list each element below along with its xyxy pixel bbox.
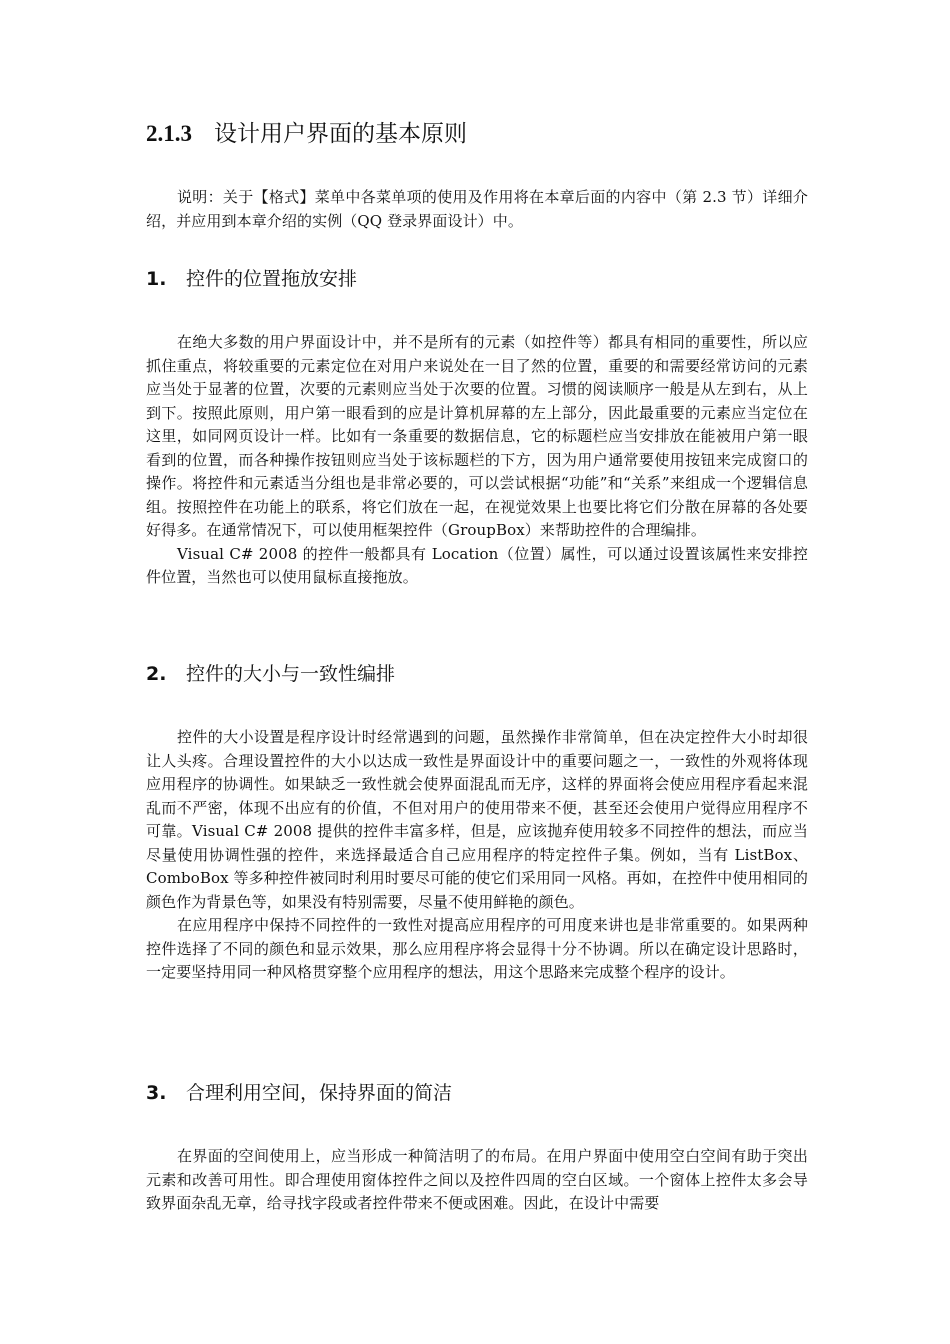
intro-paragraph: 说明：关于【格式】菜单中各菜单项的使用及作用将在本章后面的内容中（第 2.3 节）详细介绍，并应用到本章介绍的实例（QQ 登录界面设计）中。 (146, 188, 808, 230)
subsection-title: 合理利用空间，保持界面的简洁 (186, 1082, 453, 1104)
body-paragraph: Visual C# 2008 的控件一般都具有 Location（位置）属性，可以通过设置该属性来安排控件位置，当然也可以使用鼠标直接拖放。 (146, 544, 808, 586)
subsection-heading-1 (146, 265, 808, 293)
intro-block (146, 186, 808, 233)
section-title-text: 设计用户界面的基本原则 (214, 121, 467, 147)
subsection-1-body (146, 331, 808, 590)
subsection-2-body (146, 726, 808, 985)
subsection-number: 1. (146, 268, 167, 290)
body-paragraph: 控件的大小设置是程序设计时经常遇到的问题，虽然操作非常简单，但在决定控件大小时却很让人头疼。合理设置控件的大小以达成一致性是界面设计中的重要问题之一，一致性的外观将体现应用程序的协调性。如果缺乏一致性就会使界面混乱而无序，这样的界面将会使应用程序看起来混乱而不严密，体现不出应有的价值，不但对用户的使用带来不便，甚至还会使用户觉得应用程序不可靠。Visual C# 2008 提供的控件丰富多样，但是，应该抛弃使用较多不同控件的想法，而应当尽量使用协调性强的控件，来选择最适合自己应用程序的特定控件子集。例如，当有 ListBox、ComboBox 等多种控件被同时利用时要尽可能的使它们采用同一风格。再如，在控件中使用相同的颜色作为背景色等，如果没有特别需要，尽量不使用鲜艳的颜色。 (146, 728, 808, 911)
subsection-title: 控件的位置拖放安排 (186, 268, 358, 290)
section-number: 2.1.3 (146, 121, 192, 146)
subsection-3-body (146, 1145, 808, 1216)
subsection-heading-3 (146, 1079, 808, 1107)
body-paragraph: 在绝大多数的用户界面设计中，并不是所有的元素（如控件等）都具有相同的重要性，所以应抓住重点，将较重要的元素定位在对用户来说处在一目了然的位置，重要的和需要经常访问的元素应当处于显著的位置，次要的元素则应当处于次要的位置。习惯的阅读顺序一般是从左到右，从上到下。按照此原则，用户第一眼看到的应是计算机屏幕的左上部分，因此最重要的元素应当定位在这里，如同网页设计一样。比如有一条重要的数据信息，它的标题栏应当安排放在能被用户第一眼看到的位置，而各种操作按钮则应当处于该标题栏的下方，因为用户通常要使用按钮来完成窗口的操作。将控件和元素适当分组也是非常必要的，可以尝试根据“功能”和“关系”来组成一个逻辑信息组。按照控件在功能上的联系，将它们放在一起，在视觉效果上也要比将它们分散在屏幕的各处要好得多。在通常情况下，可以使用框架控件（GroupBox）来帮助控件的合理编排。 (146, 333, 808, 539)
subsection-number: 2. (146, 663, 167, 685)
subsection-title: 控件的大小与一致性编排 (186, 663, 396, 685)
body-paragraph: 在应用程序中保持不同控件的一致性对提高应用程序的可用度来讲也是非常重要的。如果两种控件选择了不同的颜色和显示效果，那么应用程序将会显得十分不协调。所以在确定设计思路时，一定要坚持用同一种风格贯穿整个应用程序的想法，用这个思路来完成整个程序的设计。 (146, 916, 808, 981)
body-paragraph: 在界面的空间使用上，应当形成一种简洁明了的布局。在用户界面中使用空白空间有助于突出元素和改善可用性。即合理使用窗体控件之间以及控件四周的空白区域。一个窗体上控件太多会导致界面杂乱无章，给寻找字段或者控件带来不便或困难。因此，在设计中需要 (146, 1147, 808, 1212)
subsection-heading-2 (146, 660, 808, 688)
subsection-number: 3. (146, 1082, 167, 1104)
section-title (146, 116, 808, 152)
